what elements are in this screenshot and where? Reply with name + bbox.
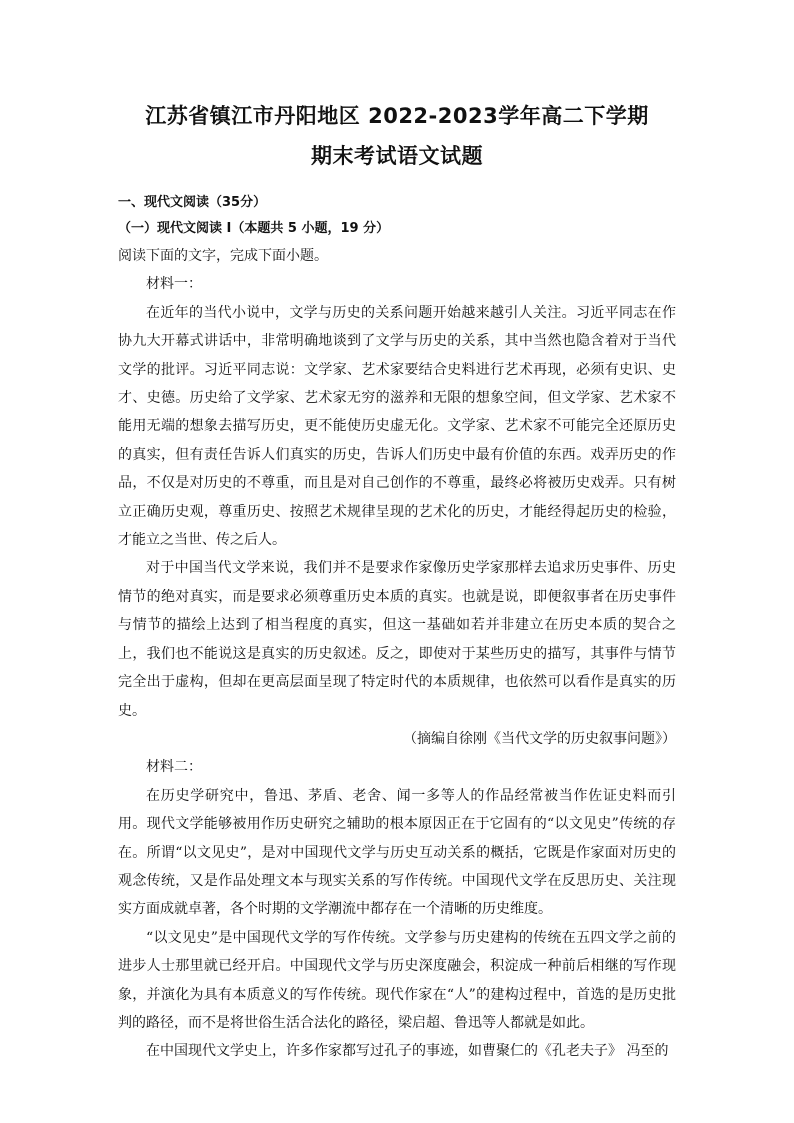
material-1-label: 材料一： xyxy=(146,276,202,293)
material-1-paragraph: 在近年的当代小说中，文学与历史的关系问题开始越来越引人关注。习近平同志在作协九大开幕式讲话中，非常明确地谈到了文学与历史的关系，其中当然也隐含着对于当代文学的批评。习近平同志说：文学家、艺术家要结合史料进行艺术再现，必须有史识、史才、史德。历史给了文学家、艺术家无穷的滋养和无限的想象空间，但文学家、艺术家不能用无端的想象去描写历史，更不能使历史虚无化。文学家、艺术家不可能完全还原历史的真实，但有责任告诉人们真实的历史，告诉人们历史中最有价值的东西。戏弄历史的作品，不仅是对历史的不尊重，而且是对自己创作的不尊重，最终必将被历史戏弄。只有树立正确历史观，尊重历史、按照艺术规律呈现的艺术化的历史，才能经得起历史的检验，才能立之当世、传之后人。 xyxy=(118,304,676,549)
material-1-paragraph: 对于中国当代文学来说，我们并不是要求作家像历史学家那样去追求历史事件、历史情节的绝对真实，而是要求必须尊重历史本质的真实。也就是说，即便叙事者在历史事件与情节的描绘上达到了相当程度的真实，但这一基础如若并非建立在历史本质的契合之上，我们也不能说这是真实的历史叙述。反之，即使对于某些历史的描写，其事件与情节完全出于虚构，但却在更高层面呈现了特定时代的本质规律，也依然可以看作是真实的历史。 xyxy=(118,560,676,719)
material-2-label: 材料二： xyxy=(146,759,202,776)
exam-title-line-2: 期末考试语文试题 xyxy=(311,144,483,168)
exam-title-line-1: 江苏省镇江市丹阳地区 2022-2023学年高二下学期 xyxy=(145,104,649,128)
material-1-source: （摘编自徐刚《当代文学的历史叙事问题》） xyxy=(403,730,676,747)
material-2-paragraph: 在历史学研究中，鲁迅、茅盾、老舍、闻一多等人的作品经常被当作佐证史料而引用。现代文学能够被用作历史研究之辅助的根本原因正在于它固有的“以文见史”传统的存在。所谓“以文见史”，是对中国现代文学与历史互动关系的概括，它既是作家面对历史的观念传统，又是作品处理文本与现实关系的写作传统。中国现代文学在反思历史、关注现实方面成就卓著，各个时期的文学潮流中都存在一个清晰的历史维度。 xyxy=(118,787,676,918)
section-heading: 一、现代文阅读（35分） xyxy=(118,195,267,210)
subsection-heading: （一）现代文阅读 I（本题共 5 小题，19 分） xyxy=(118,221,390,236)
instruction-text: 阅读下面的文字，完成下面小题。 xyxy=(118,248,328,264)
material-2-paragraph: 在中国现代文学史上，许多作家都写过孔子的事迹，如曹聚仁的《孔老夫子》 冯至的 xyxy=(146,1043,669,1060)
material-2-paragraph: “以文见史”是中国现代文学的写作传统。文学参与历史建构的传统在五四文学之前的进步人士那里就已经开启。中国现代文学与历史深度融会，积淀成一种前后相继的写作现象，并演化为具有本质意义的写作传统。现代作家在“人”的建构过程中，首选的是历史批判的路径，而不是将世俗生活合法化的路径，梁启超、鲁迅等人都就是如此。 xyxy=(118,929,676,1031)
exam-page xyxy=(118,96,676,1066)
